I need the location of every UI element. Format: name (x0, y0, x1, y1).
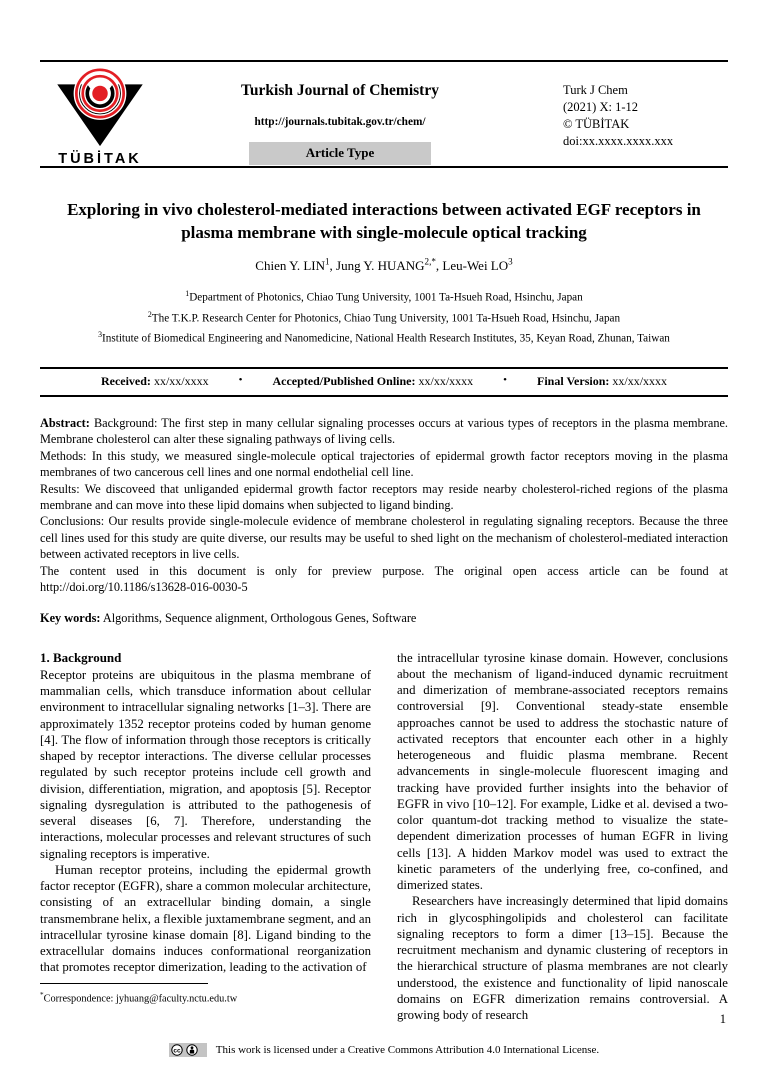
author: Leu-Wei $LO^3$ (442, 257, 513, 274)
right-column (397, 650, 728, 1024)
body-paragraph: Human receptor proteins, including the epidermal growth factor receptor (EGFR), share a common molecular architecture, consisting of an extracellular binding domain, a single transmembrane helix, a flexible juxtamembrane segment, and an intracellular tyrosine kinase domain [8]. Ligand binding to the extracellular domains induces conformational reorganization that promotes receptor dimerization, leading to the activation of (40, 862, 371, 975)
article-type-badge: Article Type (249, 142, 431, 165)
final-version-date: Final Version: xx/xx/xxxx (537, 374, 668, 389)
journal-url-link[interactable]: http://journals.tubitak.gov.tr/chem/ (254, 116, 426, 128)
keywords-text: Algorithms, Sequence alignment, Orthologous Genes, Software (102, 610, 417, 625)
accepted-date: Accepted/Published Online: xx/xx/xxxx (272, 374, 474, 389)
license-line (0, 1043, 768, 1057)
dates-bar (40, 367, 728, 397)
author-line (40, 257, 728, 274)
page-number: 1 (719, 1012, 726, 1026)
abstract-label: Abstract: (40, 416, 90, 431)
license-text[interactable]: This work is licensed under a Creative Commons Attribution 4.0 International License. (215, 1044, 600, 1056)
section-heading: 1. Background (40, 649, 122, 665)
author-affil-marker: 2,* (424, 257, 436, 267)
author: Chien Y. LIN$^1$, (255, 257, 337, 274)
cc-by-icon (169, 1043, 207, 1057)
affiliations (40, 286, 728, 347)
citation-line: doi:xx.xxxx.xxxx.xxx (563, 134, 674, 148)
affiliation-line: $^2$The T.K.P. Research Center for Photonics, Chiao Tung University, 1001 Ta-Hsueh Road, Hsinchu, Japan (147, 309, 621, 325)
abstract-paragraph: Conclusions: Our results provide single-molecule evidence of membrane cholesterol in regulating signaling receptors. Because the three cell lines used for this study are quite diverse, our results may be useful to shed light on the mechanism of cholesterol-mediated interaction between activated receptors in live cells. (40, 514, 728, 562)
citation-line: Turk J Chem (563, 83, 628, 97)
keywords-line (40, 611, 728, 626)
bullet-separator: • (503, 374, 508, 387)
abstract-paragraph: Abstract: Background: The first step in many cellular signaling processes occurs at various types of receptors in the plasma membrane. Membrane cholesterol can alter these signaling pathways of living cells. (40, 416, 728, 447)
body-paragraph: Researchers have increasingly determined that lipid domains rich in glycosphingolipids and cholesterol can facilitate signaling receptors to form a dimer [13–15]. Because the recruitment mechanism and dynamic clustering of receptors in the hierarchical structure of plasma membranes are not clearly understood, the existence and functionality of lipid nanoscale domains on EGFR dimerization remains controversial. A growing body of research (397, 894, 728, 1022)
footnote-rule (40, 983, 208, 984)
body-columns (40, 650, 728, 1024)
author-affil-marker: 1 (325, 257, 330, 267)
correspondence-footnote (40, 983, 371, 1008)
abstract-paragraph: Methods: In this study, we measured single-molecule optical trajectories of epidermal growth factor receptors moving in the plasma membranes of two cancerous cell lines and one normal endothelial cell line. (40, 448, 728, 480)
article-title: Exploring in vivo cholesterol-mediated interactions between activated EGF receptors in plasma membrane with single-molecule optical tracking (67, 200, 701, 242)
left-column (40, 650, 371, 1024)
keywords-label: Key words: (40, 610, 101, 625)
citation-line: (2021) X: 1-12 (563, 100, 638, 114)
footnote-label: Correspondence: (43, 992, 114, 1004)
journal-header (40, 62, 728, 166)
journal-header-center (165, 82, 515, 165)
affiliation-line: $^1$Department of Photonics, Chiao Tung University, 1001 Ta-Hsueh Road, Hsinchu, Japan (185, 289, 583, 305)
author: Jung Y. $HUANG^{2,*}$, (336, 257, 443, 274)
tubitak-logo-text: TÜBİTAK (58, 151, 142, 167)
citation-line: © TÜBİTAK (563, 117, 630, 131)
author-affil-marker: 3 (508, 257, 513, 267)
journal-name: Turkish Journal of Chemistry (241, 82, 439, 99)
correspondence-email[interactable]: jyhuang@faculty.nctu.edu.tw (115, 992, 238, 1004)
abstract (40, 415, 728, 595)
abstract-paragraph: The content used in this document is only for preview purpose. The original open access article can be found at http://doi.org/10.1186/s13628-016-0030-5 (40, 563, 728, 595)
tubitak-logo-graphic (54, 68, 146, 148)
svg-text:cc: cc (173, 1047, 181, 1055)
body-paragraph: the intracellular tyrosine kinase domain. However, conclusions about the mechanism of ligand-induced dynamic recruitment and dimerization of membrane-associated receptors remains controversial [9]. Conventional steady-state ensemble approaches cannot be used to address the stochastic nature of activated receptors that encounter each other in a highly heterogeneous and fluidic plasma membrane. Recent advancements in single-molecule fluorescent imaging and tracking have provided further insights into the behavior of EGFR in vivo [10–12]. For example, Lidke et al. devised a two-color quantum-dot tracking method to visualize the state-dependent dimerization processes of human EGFR in living cells [13]. A hidden Markov model was used to extract the kinetic parameters of the underlying free, co-confined, and dimerized states. (397, 650, 728, 892)
footnote-marker: * (40, 990, 44, 999)
body-paragraph: Receptor proteins are ubiquitous in the plasma membrane of mammalian cells, which transduce information about cellular environment to intracellular signaling networks [1–3]. There are approximately 1352 receptor proteins coded by human genome [4]. The flow of information through those receptors is critically shaped by receptor interactions. The diverse cellular processes regulated by such receptor proteins include cell growth and division, differentiation, migration, and apoptosis [5]. Receptor signaling dysregulation is attributed to the pathogenesis of several diseases [6, 7]. Therefore, understanding the interactions, molecular processes and relevant structures of such signaling receptors is imperative. (40, 667, 371, 861)
bullet-separator: • (238, 374, 243, 387)
tubitak-logo (50, 68, 150, 167)
abstract-paragraph: Results: We discoveed that unliganded epidermal growth factor receptors may reside nearby cholesterol-riched regions of the plasma membrane and can move into these lipid domains when subjected to ligand binding. (40, 481, 728, 513)
received-date: Received: xx/xx/xxxx (100, 374, 209, 389)
journal-citation-block (563, 82, 733, 150)
affiliation-line: $^3$Institute of Biomedical Engineering and Nanomedicine, National Health Research Institutes, 35, Keyan Road, Zhunan, Taiwan (98, 329, 670, 345)
